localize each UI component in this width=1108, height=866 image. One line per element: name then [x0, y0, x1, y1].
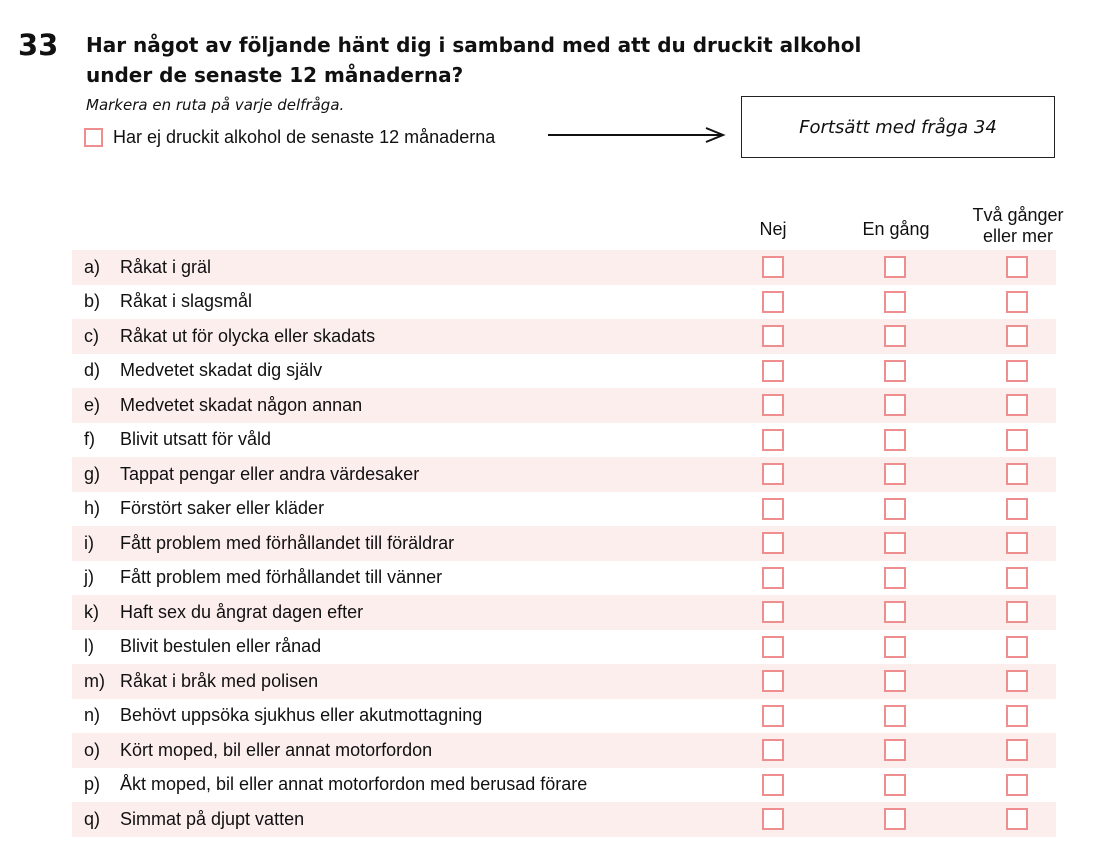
- checkbox-tva-ganger[interactable]: [1006, 429, 1028, 451]
- checkbox-en-gang[interactable]: [884, 636, 906, 658]
- checkbox-nej[interactable]: [762, 498, 784, 520]
- row-letter: k): [84, 601, 99, 622]
- row-text: Medvetet skadat dig själv: [120, 360, 323, 381]
- table-row: [72, 561, 1056, 596]
- checkbox-tva-ganger[interactable]: [1006, 567, 1028, 589]
- checkbox-en-gang[interactable]: [884, 256, 906, 278]
- checkbox-nej[interactable]: [762, 291, 784, 313]
- checkbox-tva-ganger[interactable]: [1006, 360, 1028, 382]
- question-text: [86, 30, 926, 90]
- checkbox-nej[interactable]: [762, 636, 784, 658]
- row-text: Kört moped, bil eller annat motorfordon: [120, 739, 433, 760]
- table-row: [72, 285, 1056, 320]
- table-row: [72, 802, 1056, 837]
- checkbox-en-gang[interactable]: [884, 360, 906, 382]
- checkbox-tva-ganger[interactable]: [1006, 325, 1028, 347]
- checkbox-en-gang[interactable]: [884, 394, 906, 416]
- row-text: Råkat ut för olycka eller skadats: [120, 325, 376, 346]
- row-letter: b): [84, 291, 101, 312]
- checkbox-en-gang[interactable]: [884, 774, 906, 796]
- checkbox-nej[interactable]: [762, 705, 784, 727]
- column-header-tva-ganger: [948, 205, 1088, 247]
- table-row: [72, 664, 1056, 699]
- row-letter: c): [84, 325, 99, 346]
- row-letter: o): [84, 739, 101, 760]
- checkbox-nej[interactable]: [762, 739, 784, 761]
- checkbox-tva-ganger[interactable]: [1006, 705, 1028, 727]
- checkbox-nej[interactable]: [762, 601, 784, 623]
- checkbox-nej[interactable]: [762, 429, 784, 451]
- table-row: [72, 768, 1056, 803]
- question-text-line2: under de senaste 12 månaderna?: [86, 63, 464, 87]
- row-text: Simmat på djupt vatten: [120, 808, 305, 829]
- row-text: Råkat i gräl: [120, 256, 212, 277]
- checkbox-nej[interactable]: [762, 774, 784, 796]
- checkbox-tva-ganger[interactable]: [1006, 808, 1028, 830]
- checkbox-nej[interactable]: [762, 532, 784, 554]
- checkbox-tva-ganger[interactable]: [1006, 636, 1028, 658]
- no-drink-option[interactable]: [84, 124, 495, 150]
- checkbox-en-gang[interactable]: [884, 532, 906, 554]
- no-drink-checkbox[interactable]: [84, 128, 103, 147]
- row-letter: i): [84, 532, 94, 553]
- table-row: [72, 699, 1056, 734]
- checkbox-en-gang[interactable]: [884, 498, 906, 520]
- checkbox-nej[interactable]: [762, 256, 784, 278]
- question-text-line1: Har något av följande hänt dig i samband med att du druckit alkohol: [86, 33, 862, 57]
- table-row: [72, 526, 1056, 561]
- checkbox-tva-ganger[interactable]: [1006, 256, 1028, 278]
- checkbox-en-gang[interactable]: [884, 325, 906, 347]
- table-row: [72, 319, 1056, 354]
- table-row: [72, 630, 1056, 665]
- checkbox-nej[interactable]: [762, 463, 784, 485]
- continue-box: [741, 96, 1055, 158]
- row-letter: p): [84, 774, 101, 795]
- checkbox-tva-ganger[interactable]: [1006, 670, 1028, 692]
- table-row: [72, 595, 1056, 630]
- row-text: Behövt uppsöka sjukhus eller akutmottagning: [120, 705, 483, 726]
- checkbox-en-gang[interactable]: [884, 291, 906, 313]
- arrow-right-icon: [548, 127, 728, 143]
- column-header-en-gang: En gång: [862, 219, 930, 239]
- row-letter: f): [84, 429, 95, 450]
- row-text: Råkat i bråk med polisen: [120, 670, 319, 691]
- row-text: Medvetet skadat någon annan: [120, 394, 363, 415]
- row-text: Blivit bestulen eller rånad: [120, 636, 322, 657]
- checkbox-nej[interactable]: [762, 325, 784, 347]
- checkbox-nej[interactable]: [762, 567, 784, 589]
- checkbox-tva-ganger[interactable]: [1006, 601, 1028, 623]
- checkbox-nej[interactable]: [762, 394, 784, 416]
- row-letter: d): [84, 360, 101, 381]
- row-text: Blivit utsatt för våld: [120, 429, 272, 450]
- checkbox-en-gang[interactable]: [884, 705, 906, 727]
- checkbox-tva-ganger[interactable]: [1006, 739, 1028, 761]
- continue-text: Fortsätt med fråga 34: [799, 116, 997, 138]
- row-text: Råkat i slagsmål: [120, 291, 253, 312]
- checkbox-tva-ganger[interactable]: [1006, 394, 1028, 416]
- row-text: Fått problem med förhållandet till vänner: [120, 567, 443, 588]
- row-letter: g): [84, 463, 101, 484]
- question-number: 33: [18, 28, 59, 62]
- table-row: [72, 423, 1056, 458]
- checkbox-en-gang[interactable]: [884, 601, 906, 623]
- row-text: Åkt moped, bil eller annat motorfordon med berusad förare: [120, 774, 588, 795]
- column-header-tva-line1: Två gånger: [972, 205, 1064, 225]
- row-letter: e): [84, 394, 101, 415]
- checkbox-tva-ganger[interactable]: [1006, 774, 1028, 796]
- row-text: Förstört saker eller kläder: [120, 498, 325, 519]
- row-letter: j): [84, 567, 94, 588]
- checkbox-tva-ganger[interactable]: [1006, 532, 1028, 554]
- table-row: [72, 457, 1056, 492]
- question-table: [72, 250, 1056, 837]
- table-row: [72, 250, 1056, 285]
- checkbox-tva-ganger[interactable]: [1006, 463, 1028, 485]
- checkbox-tva-ganger[interactable]: [1006, 291, 1028, 313]
- row-letter: m): [84, 670, 105, 691]
- row-letter: h): [84, 498, 101, 519]
- checkbox-en-gang[interactable]: [884, 670, 906, 692]
- instruction-text: Markera en ruta på varje delfråga.: [86, 96, 345, 114]
- table-row: [72, 354, 1056, 389]
- column-header-tva-line2: eller mer: [982, 226, 1053, 246]
- row-letter: q): [84, 808, 101, 829]
- checkbox-tva-ganger[interactable]: [1006, 498, 1028, 520]
- no-drink-label: Har ej druckit alkohol de senaste 12 månaderna: [113, 126, 496, 147]
- row-letter: l): [84, 636, 94, 657]
- checkbox-en-gang[interactable]: [884, 429, 906, 451]
- checkbox-en-gang[interactable]: [884, 739, 906, 761]
- table-row: [72, 733, 1056, 768]
- column-header-nej: Nej: [759, 219, 787, 239]
- checkbox-nej[interactable]: [762, 670, 784, 692]
- checkbox-nej[interactable]: [762, 360, 784, 382]
- row-text: Haft sex du ångrat dagen efter: [120, 601, 364, 622]
- checkbox-en-gang[interactable]: [884, 567, 906, 589]
- row-letter: a): [84, 256, 101, 277]
- row-letter: n): [84, 705, 101, 726]
- checkbox-en-gang[interactable]: [884, 463, 906, 485]
- row-text: Tappat pengar eller andra värdesaker: [120, 463, 420, 484]
- table-row: [72, 388, 1056, 423]
- table-row: [72, 492, 1056, 527]
- row-text: Fått problem med förhållandet till föräldrar: [120, 532, 455, 553]
- checkbox-en-gang[interactable]: [884, 808, 906, 830]
- checkbox-nej[interactable]: [762, 808, 784, 830]
